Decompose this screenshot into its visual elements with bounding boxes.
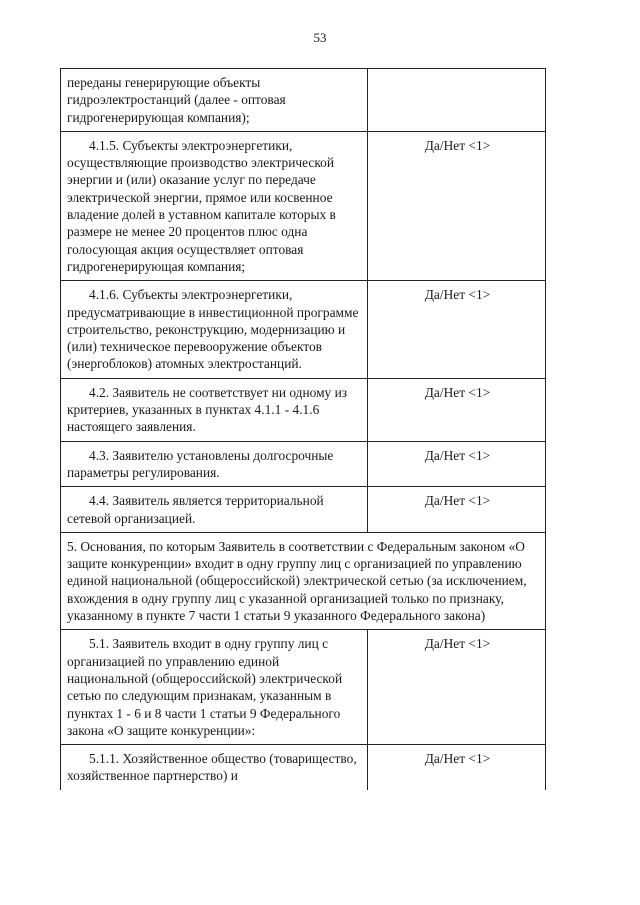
answer-cell: Да/Нет <1>	[368, 630, 546, 745]
section-heading: 5. Основания, по которым Заявитель в соответствии с Федеральным законом «О защите конкуренции» входит в одну группу лиц с организацией по управлению единой национальной (общероссийской) электрической сетью (за исключением, вхождения в одну группу лиц с указанной организацией только по признаку, указанному в пункте 7 части 1 статьи 9 указанного Федерального закона)	[61, 532, 546, 629]
table-row	[61, 630, 546, 745]
table-row	[61, 487, 546, 533]
answer-cell: Да/Нет <1>	[368, 441, 546, 487]
page-number: 53	[313, 30, 327, 45]
criterion-text: 4.3. Заявителю установлены долгосрочные параметры регулирования.	[61, 441, 368, 487]
table-row	[61, 745, 546, 790]
criterion-text: 4.1.5. Субъекты электроэнергетики, осуществляющие производство электрической энергии и (или) оказание услуг по передаче электрической энергии, прямое или косвенное владение долей в уставном капитале которых в размере не менее 20 процентов плюс одна голосующая акция осуществляет оптовая гидрогенерирующая компания;	[61, 131, 368, 280]
table-row-section-heading	[61, 532, 546, 629]
criterion-text: переданы генерирующие объекты гидроэлектростанций (далее - оптовая гидрогенерирующая компания);	[61, 69, 368, 132]
table-row	[61, 378, 546, 441]
table-row	[61, 281, 546, 378]
answer-cell: Да/Нет <1>	[368, 487, 546, 533]
answer-cell: Да/Нет <1>	[368, 745, 546, 790]
application-table	[60, 68, 546, 790]
table-row	[61, 441, 546, 487]
answer-cell: Да/Нет <1>	[368, 281, 546, 378]
answer-cell: Да/Нет <1>	[368, 378, 546, 441]
criterion-text: 5.1.1. Хозяйственное общество (товарищество, хозяйственное партнерство) и	[61, 745, 368, 790]
answer-cell: Да/Нет <1>	[368, 131, 546, 280]
table-row	[61, 69, 546, 132]
answer-cell	[368, 69, 546, 132]
criterion-text: 4.4. Заявитель является территориальной сетевой организацией.	[61, 487, 368, 533]
criterion-text: 4.2. Заявитель не соответствует ни одному из критериев, указанных в пунктах 4.1.1 - 4.1.6 настоящего заявления.	[61, 378, 368, 441]
criterion-text: 4.1.6. Субъекты электроэнергетики, предусматривающие в инвестиционной программе строительство, реконструкцию, модернизацию и (или) техническое перевооружение объектов (энергоблоков) атомных электростанций.	[61, 281, 368, 378]
criterion-text: 5.1. Заявитель входит в одну группу лиц с организацией по управлению единой национальной (общероссийской) электрической сетью по следующим признакам, указанным в пунктах 1 - 6 и 8 части 1 статьи 9 Федерального закона «О защите конкуренции»:	[61, 630, 368, 745]
table-row	[61, 131, 546, 280]
